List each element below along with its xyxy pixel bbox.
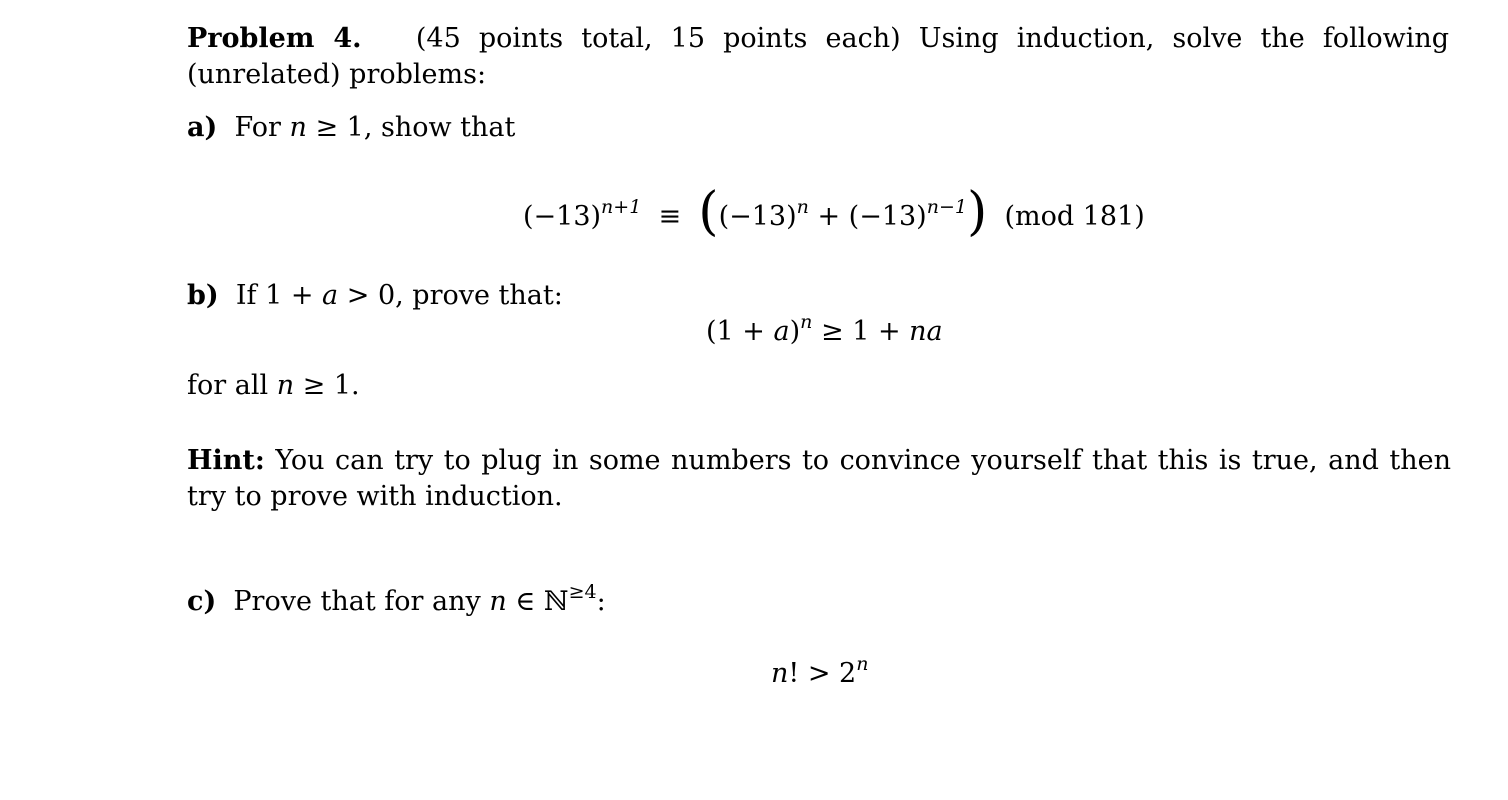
eq-c-fact: ! > 2 [788, 658, 857, 689]
problem-label: Problem 4. [187, 23, 362, 54]
problem-intro: (45 points total, 15 points each) Using induction, solve the following (unrelated) problems: [187, 23, 1450, 90]
eq-a-mod: (mod 181) [1004, 201, 1145, 232]
part-c-label: c) [187, 586, 217, 617]
eq-c-exp: n [856, 653, 869, 675]
eq-b-lhs-close: ) [789, 316, 801, 347]
part-c-sup: ≥4 [568, 581, 597, 603]
part-a-prompt [187, 110, 515, 146]
eq-a-term2-exp: n−1 [926, 196, 967, 218]
part-b-for-all-pre: for all [187, 370, 277, 401]
part-b-label: b) [187, 280, 219, 311]
eq-a-term2-base: (−13) [848, 201, 927, 232]
part-a-equation [523, 182, 1145, 242]
hint-label: Hint: [187, 445, 265, 476]
part-c-prompt [187, 581, 606, 620]
part-b-var-a: a [322, 280, 339, 311]
eq-a-term1-exp: n [796, 196, 809, 218]
part-b-prompt [187, 278, 563, 314]
part-a-text-pre: For [234, 112, 290, 143]
problem-statement [187, 21, 1449, 93]
part-c-text-pre: Prove that for any [233, 586, 490, 617]
eq-a-lhs-exp: n+1 [601, 196, 642, 218]
part-a-label: a) [187, 112, 218, 143]
part-b-condition [187, 368, 360, 404]
eq-a-plus: + [817, 201, 841, 232]
part-a-text-post: ≥ 1, show that [306, 112, 516, 143]
hint-text: You can try to plug in some numbers to convince yourself that this is true, and then try to prove with induction. [187, 445, 1451, 512]
part-b-text-pre: If 1 + [235, 280, 323, 311]
eq-a-lhs-base: (−13) [523, 201, 602, 232]
eq-a-term1-base: (−13) [718, 201, 797, 232]
part-c-text-in: ∈ ℕ [506, 586, 569, 617]
part-a-var-n: n [289, 112, 307, 143]
eq-b-lhs-open: (1 + [706, 316, 774, 347]
part-b-equation [706, 311, 943, 350]
part-c-text-post: : [596, 586, 606, 617]
part-c-var-n: n [489, 586, 507, 617]
part-c-equation [771, 653, 869, 692]
part-b-text-post: > 0, prove that: [338, 280, 563, 311]
eq-a-relation: ≡ [658, 201, 682, 232]
eq-c-lhs: n [771, 658, 789, 689]
eq-a-left-paren: ( [698, 182, 719, 242]
eq-b-rhs: na [909, 316, 943, 347]
eq-b-relation: ≥ 1 + [812, 316, 910, 347]
eq-a-right-paren: ) [966, 182, 988, 242]
part-b-for-all-post: ≥ 1. [294, 370, 360, 401]
hint-paragraph [187, 443, 1451, 515]
part-b-for-all-var: n [276, 370, 295, 401]
eq-b-lhs-a: a [773, 316, 790, 347]
eq-b-exp: n [800, 311, 813, 333]
